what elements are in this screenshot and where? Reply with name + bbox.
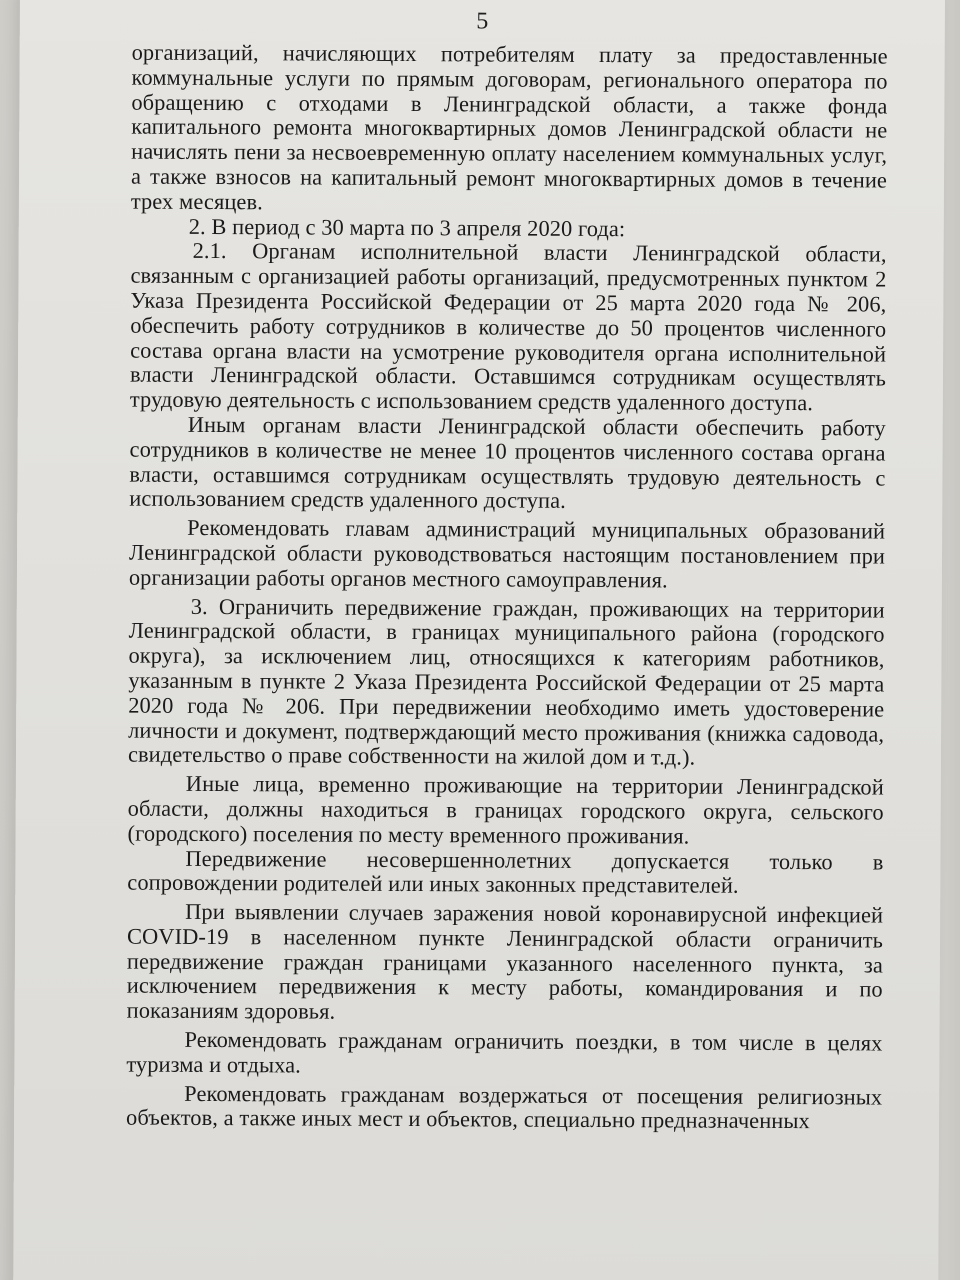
paragraph-other-authorities: Иным органам власти Ленинградской области обеспечить работу сотрудников в количестве не менее 10 процентов численного состава органа власти, оставшимся сотрудникам осуществлять трудовую деятельность с использованием средств удаленного доступа. bbox=[129, 411, 886, 514]
paragraph-covid-restriction: При выявлении случаев заражения новой коронавирусной инфекцией COVID-19 в населенном пункте Ленинградской области ограничить передвижение граждан границами указанного населенного пункта, за исключением передвижения к месту работы, командирования и по показаниям здоровья. bbox=[126, 898, 884, 1024]
paragraph-section-2-1: 2.1. Органам исполнительной власти Ленинградской области, связанным с организацией работы организаций, предусмотренных пунктом 2 Указа Президента Российской Федерации от 25 марта 2020 года № 206, обеспечить работу сотрудников в количестве до 50 процентов численного состава органа власти на усмотрение руководителя органа исполнительной власти Ленинградской области. Оставшимся сотрудникам осуществлять трудовую деятельность с использованием средств удаленного доступа. bbox=[129, 238, 887, 416]
paragraph-religious-objects: Рекомендовать гражданам воздержаться от посещения религиозных объектов, а также иных мест и объектов, специально предназначенных bbox=[126, 1080, 883, 1134]
paragraph-section-3: 3. Ограничить передвижение граждан, проживающих на территории Ленинградской области, в границах муниципального района (городского округа), за исключением лиц, относящихся к категориям работников, указанным в пункте 2 Указа Президента Российской Федерации от 25 марта 2020 года № 206. При передвижении необходимо иметь удостоверение личности и документ, подтверждающий место проживания (книжка садовода, свидетельство о праве собственности на жилой дом и т.д.). bbox=[127, 593, 885, 770]
paragraph-municipal-recommendation: Рекомендовать главам администраций муниципальных образований Ленинградской области руководствоваться настоящим постановлением при организации работы органов местного самоуправления. bbox=[128, 515, 886, 593]
paragraph-minors: Передвижение несовершеннолетних допускается только в сопровождении родителей или иных законных представителей. bbox=[127, 845, 884, 899]
paragraph-temporary-residents: Иные лица, временно проживающие на территории Ленинградской области, должны находиться в границах городского округа, сельского (городского) поселения по месту временного проживания. bbox=[127, 770, 884, 849]
document-page bbox=[13, 0, 945, 1280]
paragraph-section-2: 2. В период с 30 марта по 3 апреля 2020 года: bbox=[188, 213, 626, 241]
page-number: 5 bbox=[476, 8, 489, 35]
paragraph-continuation: организаций, начисляющих потребителям плату за предоставленные коммунальные услуги по прямым договорам, регионального оператора по обращению с отходами в Ленинградской области, а также фонда капитального ремонта многоквартирных домов Ленинградской области не начислять пени за несвоевременную оплату населением коммунальных услуг, а также взносов на капитальный ремонт многоквартирных домов в течение трех месяцев. bbox=[130, 39, 888, 215]
document-body bbox=[126, 41, 888, 1135]
paragraph-travel-recommendation: Рекомендовать гражданам ограничить поездки, в том числе в целях туризма и отдыха. bbox=[126, 1026, 883, 1078]
